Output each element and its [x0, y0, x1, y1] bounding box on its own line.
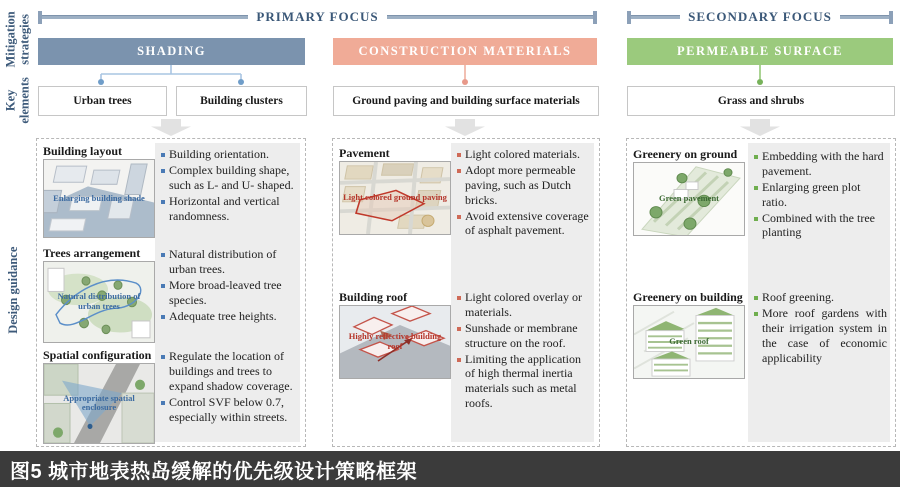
- guidance-column-permeable-surface: [626, 138, 896, 447]
- bullet-panel: [155, 143, 300, 442]
- key-element-ground-paving: Ground paving and building surface materials: [333, 86, 599, 116]
- secondary-focus-label: SECONDARY FOCUS: [688, 9, 832, 24]
- strategy-bar-permeable-surface: PERMEABLE SURFACE: [627, 38, 893, 65]
- bullet-group: [160, 247, 297, 324]
- bullet-item: Roof greening.: [753, 290, 887, 305]
- primary-focus-bracket: [38, 10, 597, 24]
- bullet-item: Limiting the application of high thermal inertia materials such as metal roofs.: [456, 352, 591, 412]
- down-arrow-icon: [740, 119, 780, 136]
- bullet-item: Combined with the tree planting: [753, 211, 887, 241]
- bracket-line: [387, 15, 593, 19]
- trees-arrangement-image: [43, 261, 155, 343]
- figure-caption-text: 图5 城市地表热岛缓解的优先级设计策略框架: [10, 460, 418, 483]
- bullet-item: Light colored overlay or materials.: [456, 290, 591, 320]
- item-title-pavement: Pavement: [339, 146, 390, 160]
- item-title-greenery-on-building: Greenery on building: [633, 290, 743, 304]
- bullet-item: Light colored materials.: [456, 147, 591, 162]
- guidance-column-construction-materials: [332, 138, 600, 447]
- bullet-item: Horizontal and vertical randomness.: [160, 194, 297, 224]
- strategy-bar-construction-materials: CONSTRUCTION MATERIALS: [333, 38, 597, 65]
- image-caption: Enlarging building shade: [53, 192, 145, 203]
- building-roof-image: [339, 305, 451, 379]
- bullet-group: [753, 149, 887, 241]
- bullet-panel: [451, 143, 594, 442]
- bracket-cap: [889, 11, 893, 24]
- secondary-focus-bracket: [627, 10, 893, 24]
- bullet-group: [160, 349, 297, 425]
- key-element-urban-trees: Urban trees: [38, 86, 167, 116]
- row-label-line: Mitigation: [3, 11, 18, 68]
- image-caption: Green roof: [669, 336, 709, 347]
- bracket-line: [42, 15, 248, 19]
- bullet-item: Enlarging green plot ratio.: [753, 180, 887, 210]
- row-label-key-elements: [4, 70, 33, 130]
- bullet-item: Building orientation.: [160, 147, 297, 162]
- guidance-column-shading: [36, 138, 306, 447]
- bullet-group: [753, 290, 887, 366]
- bullet-item: Embedding with the hard pavement.: [753, 149, 887, 179]
- bullet-item: Control SVF below 0.7, especially within streets.: [160, 395, 297, 425]
- row-label-line: Key: [3, 89, 18, 112]
- item-title-trees-arrangement: Trees arrangement: [43, 246, 141, 260]
- down-arrow-icon: [151, 119, 191, 136]
- item-title-greenery-on-ground: Greenery on ground: [633, 147, 738, 161]
- spatial-configuration-image: [43, 363, 155, 444]
- bullet-item: More roof gardens with their irrigation system in the case of economic applicability: [753, 306, 887, 366]
- row-label-line: elements: [18, 77, 32, 124]
- image-caption: Appropriate spatial enclosure: [63, 392, 135, 413]
- bracket-cap: [593, 11, 597, 24]
- bullet-group: [456, 290, 591, 412]
- bullet-item: Sunshade or membrane structure on the roof.: [456, 321, 591, 351]
- item-title-building-layout: Building layout: [43, 144, 123, 158]
- bullet-item: Complex building shape, such as L- and U- shaped.: [160, 163, 297, 193]
- figure-caption-bar: [0, 451, 900, 487]
- down-arrow-icon: [445, 119, 485, 136]
- building-layout-image: [43, 159, 155, 238]
- bracket-line: [840, 15, 889, 19]
- greenery-on-ground-image: [633, 162, 745, 236]
- greenery-on-building-image: [633, 305, 745, 379]
- bullet-group: [456, 147, 591, 239]
- strategy-bar-shading: SHADING: [38, 38, 305, 65]
- key-element-grass-and-shrubs: Grass and shrubs: [627, 86, 895, 116]
- item-title-building-roof: Building roof: [339, 290, 408, 304]
- bullet-item: Natural distribution of urban trees.: [160, 247, 297, 277]
- bullet-item: More broad-leaved tree species.: [160, 278, 297, 308]
- bullet-group: [160, 147, 297, 224]
- image-caption: Light colored ground paving: [343, 192, 447, 203]
- bullet-item: Adequate tree heights.: [160, 309, 297, 324]
- key-element-building-clusters: Building clusters: [176, 86, 307, 116]
- bullet-item: Regulate the location of buildings and trees to expand shadow coverage.: [160, 349, 297, 394]
- bullet-item: Adopt more permeable paving, such as Dutch bricks.: [456, 163, 591, 208]
- row-label-mitigation-strategies: [4, 4, 33, 74]
- image-caption: Green pavement: [658, 193, 720, 204]
- bracket-line: [631, 15, 680, 19]
- pavement-image: [339, 161, 451, 235]
- row-label-design-guidance: Design guidance: [5, 246, 20, 334]
- primary-focus-label: PRIMARY FOCUS: [256, 9, 379, 24]
- image-caption: Highly reflective building roof: [348, 331, 442, 351]
- bullet-panel: [748, 143, 890, 442]
- image-caption: Natural distribution of urban trees: [57, 291, 141, 311]
- row-label-line: strategies: [18, 14, 32, 65]
- bullet-item: Avoid extensive coverage of asphalt pavement.: [456, 209, 591, 239]
- item-title-spatial-configuration: Spatial configuration: [43, 348, 152, 362]
